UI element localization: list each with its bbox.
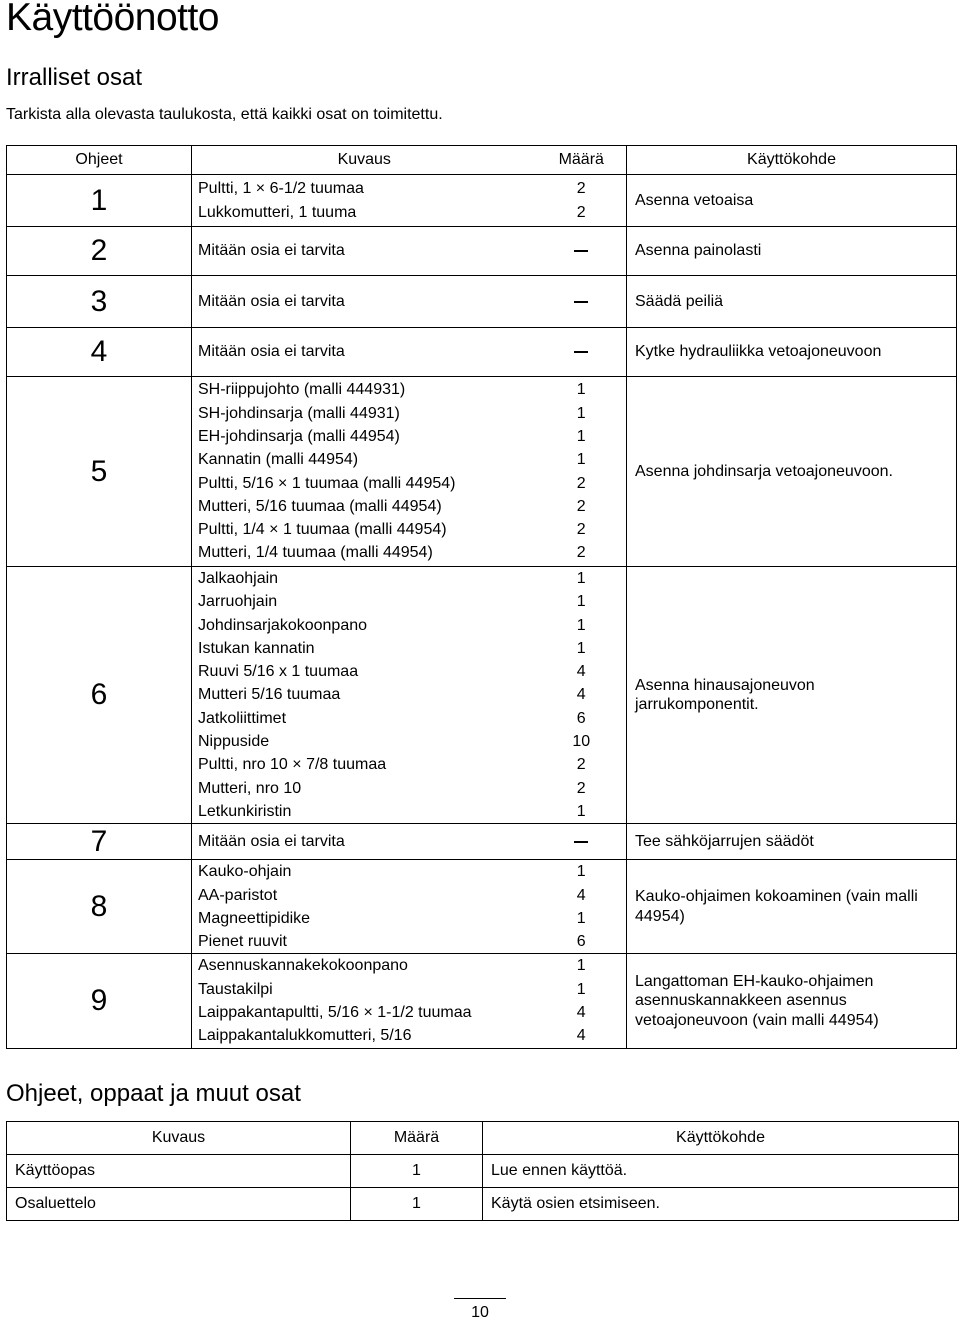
doc-use: Lue ennen käyttöä. xyxy=(483,1155,959,1188)
part-description: Asennuskannakekokoonpano xyxy=(198,957,408,975)
part-descriptions xyxy=(192,860,537,954)
part-description: Pultti, nro 10 × 7/8 tuumaa xyxy=(198,756,387,774)
part-quantity: 1 xyxy=(576,909,586,927)
part-description: Kannatin (malli 44954) xyxy=(198,451,359,469)
usage-line: Kauko-ohjaimen kokoaminen (vain malli xyxy=(635,888,918,906)
usage xyxy=(627,227,957,276)
part-quantity: 2 xyxy=(576,779,586,797)
part-description: Mitään osia ei tarvita xyxy=(198,343,345,361)
doc-use: Käytä osien etsimiseen. xyxy=(483,1188,959,1221)
usage-line: Asenna hinausajoneuvon xyxy=(635,676,815,694)
part-descriptions xyxy=(192,175,537,227)
usage xyxy=(627,567,957,824)
none-dash xyxy=(574,250,588,252)
part-description: Mitään osia ei tarvita xyxy=(198,833,345,851)
part-description: Magneettipidike xyxy=(198,909,311,927)
table-row xyxy=(7,377,957,567)
usage-line: Säädä peiliä xyxy=(635,292,724,310)
usage-line: vetoajoneuvoon (vain malli 44954) xyxy=(635,1011,879,1029)
step-number: 9 xyxy=(7,954,192,1048)
part-description: Ruuvi 5/16 x 1 tuumaa xyxy=(198,663,359,681)
part-quantity xyxy=(537,239,627,262)
header-step: Ohjeet xyxy=(7,146,192,175)
part-quantity: 2 xyxy=(576,544,586,562)
table-row xyxy=(7,860,957,954)
usage-line: Tee sähköjarrujen säädöt xyxy=(635,833,814,851)
part-quantity xyxy=(537,340,627,363)
step-number: 4 xyxy=(7,328,192,377)
usage xyxy=(627,175,957,227)
section-heading-loose-parts: Irralliset osat xyxy=(6,64,143,91)
part-quantity: 10 xyxy=(572,733,591,751)
part-descriptions xyxy=(192,227,537,276)
usage xyxy=(627,824,957,860)
part-quantities xyxy=(537,824,627,860)
part-quantity: 4 xyxy=(576,686,586,704)
part-description: Kauko-ohjain xyxy=(198,863,292,881)
usage xyxy=(627,328,957,377)
part-quantity: 4 xyxy=(576,663,586,681)
part-quantity: 1 xyxy=(576,593,586,611)
part-quantity: 2 xyxy=(576,474,586,492)
usage xyxy=(627,377,957,567)
page-number-rule xyxy=(454,1298,506,1299)
part-description: Mutteri, 5/16 tuumaa (malli 44954) xyxy=(198,497,442,515)
part-description: Mutteri 5/16 tuumaa xyxy=(198,686,341,704)
part-description: Pienet ruuvit xyxy=(198,933,287,951)
page-title: Käyttöönotto xyxy=(6,0,219,39)
part-description: Pultti, 1/4 × 1 tuumaa (malli 44954) xyxy=(198,521,447,539)
part-quantity: 6 xyxy=(576,709,586,727)
part-description: AA-paristot xyxy=(198,886,278,904)
doc-quantity: 1 xyxy=(351,1155,483,1188)
part-quantity: 4 xyxy=(576,886,586,904)
page-number: 10 xyxy=(471,1304,489,1321)
usage-line: Langattoman EH-kauko-ohjaimen xyxy=(635,972,874,990)
table-header-row xyxy=(7,146,957,175)
usage-line: Kytke hydrauliikka vetoajoneuvoon xyxy=(635,343,882,361)
part-description: Istukan kannatin xyxy=(198,639,315,657)
usage-line: Asenna johdinsarja vetoajoneuvoon. xyxy=(635,462,893,480)
part-quantity: 1 xyxy=(576,616,586,634)
table-row xyxy=(7,567,957,824)
part-descriptions xyxy=(192,954,537,1048)
step-number: 8 xyxy=(7,860,192,954)
part-descriptions xyxy=(192,567,537,824)
part-quantity: 1 xyxy=(576,451,586,469)
doc-description: Käyttöopas xyxy=(7,1155,351,1188)
part-quantity xyxy=(537,290,627,313)
header-quantity: Määrä xyxy=(537,146,627,175)
part-quantity: 1 xyxy=(576,427,586,445)
part-description: SH-johdinsarja (malli 44931) xyxy=(198,404,400,422)
part-quantity: 2 xyxy=(576,521,586,539)
part-description: Taustakilpi xyxy=(198,980,273,998)
part-quantities xyxy=(537,227,627,276)
step-number: 2 xyxy=(7,227,192,276)
part-description: Jatkoliittimet xyxy=(198,709,287,727)
part-quantity: 1 xyxy=(576,957,586,975)
part-quantities xyxy=(537,954,627,1048)
docs-header-description: Kuvaus xyxy=(7,1122,351,1155)
step-number: 5 xyxy=(7,377,192,567)
part-quantity: 1 xyxy=(576,381,586,399)
header-use: Käyttökohde xyxy=(627,146,957,175)
part-description: Jalkaohjain xyxy=(198,570,279,587)
part-quantity: 1 xyxy=(576,639,586,657)
part-description: Laippakantalukkomutteri, 5/16 xyxy=(198,1027,412,1045)
part-quantities xyxy=(537,377,627,567)
part-quantity: 1 xyxy=(576,980,586,998)
part-quantities xyxy=(537,567,627,824)
part-descriptions xyxy=(192,824,537,860)
part-quantity: 6 xyxy=(576,933,586,951)
step-number: 1 xyxy=(7,175,192,227)
part-description: Johdinsarjakokoonpano xyxy=(198,616,368,634)
part-quantity: 1 xyxy=(576,570,586,587)
none-dash xyxy=(574,841,588,843)
part-description: Mitään osia ei tarvita xyxy=(198,292,345,310)
part-description: Letkunkiristin xyxy=(198,802,292,820)
part-description: Laippakantapultti, 5/16 × 1-1/2 tuumaa xyxy=(198,1004,472,1022)
part-quantity: 1 xyxy=(576,404,586,422)
part-description: Mutteri, nro 10 xyxy=(198,779,302,797)
doc-description: Osaluettelo xyxy=(7,1188,351,1221)
part-quantity: 1 xyxy=(576,863,586,881)
part-quantity: 4 xyxy=(576,1004,586,1022)
step-number: 3 xyxy=(7,276,192,328)
part-quantity: 2 xyxy=(576,203,586,221)
usage xyxy=(627,860,957,954)
docs-header-use: Käyttökohde xyxy=(483,1122,959,1155)
table-row xyxy=(7,328,957,377)
part-quantities xyxy=(537,860,627,954)
part-quantities xyxy=(537,276,627,328)
part-description: EH-johdinsarja (malli 44954) xyxy=(198,427,400,445)
part-description: Jarruohjain xyxy=(198,593,278,611)
part-description: Pultti, 5/16 × 1 tuumaa (malli 44954) xyxy=(198,474,456,492)
header-description: Kuvaus xyxy=(192,146,537,175)
usage xyxy=(627,954,957,1048)
part-description: Nippuside xyxy=(198,733,270,751)
table-row xyxy=(7,824,957,860)
usage-line: jarrukomponentit. xyxy=(635,696,759,714)
intro-text: Tarkista alla olevasta taulukosta, että kaikki osat on toimitettu. xyxy=(6,106,443,123)
table-row xyxy=(7,1188,959,1221)
table-row xyxy=(7,227,957,276)
part-description: Lukkomutteri, 1 tuuma xyxy=(198,203,357,221)
part-descriptions xyxy=(192,377,537,567)
table-row xyxy=(7,1155,959,1188)
part-quantity: 2 xyxy=(576,756,586,774)
usage xyxy=(627,276,957,328)
part-quantities xyxy=(537,175,627,227)
usage-line: asennuskannakkeen asennus xyxy=(635,992,847,1010)
part-quantity xyxy=(537,830,627,853)
part-quantities xyxy=(537,328,627,377)
step-number: 6 xyxy=(7,567,192,824)
section-heading-documents: Ohjeet, oppaat ja muut osat xyxy=(6,1080,301,1107)
usage-line: 44954) xyxy=(635,907,685,925)
part-description: SH-riippujohto (malli 444931) xyxy=(198,381,406,399)
doc-quantity: 1 xyxy=(351,1188,483,1221)
part-quantity: 2 xyxy=(576,497,586,515)
part-description: Mitään osia ei tarvita xyxy=(198,242,345,260)
usage-line: Asenna vetoaisa xyxy=(635,191,754,209)
part-quantity: 1 xyxy=(576,802,586,820)
part-quantity: 4 xyxy=(576,1027,586,1045)
table-row xyxy=(7,276,957,328)
step-number: 7 xyxy=(7,824,192,860)
part-descriptions xyxy=(192,276,537,328)
none-dash xyxy=(574,301,588,303)
part-descriptions xyxy=(192,328,537,377)
table-row xyxy=(7,954,957,1048)
docs-header-quantity: Määrä xyxy=(351,1122,483,1155)
part-description: Mutteri, 1/4 tuumaa (malli 44954) xyxy=(198,544,433,562)
loose-parts-table xyxy=(6,145,957,1049)
part-description: Pultti, 1 × 6-1/2 tuumaa xyxy=(198,180,364,198)
documents-table xyxy=(6,1121,959,1221)
table-row xyxy=(7,175,957,227)
part-quantity: 2 xyxy=(576,180,586,198)
usage-line: Asenna painolasti xyxy=(635,242,762,260)
docs-header-row xyxy=(7,1122,959,1155)
none-dash xyxy=(574,351,588,353)
